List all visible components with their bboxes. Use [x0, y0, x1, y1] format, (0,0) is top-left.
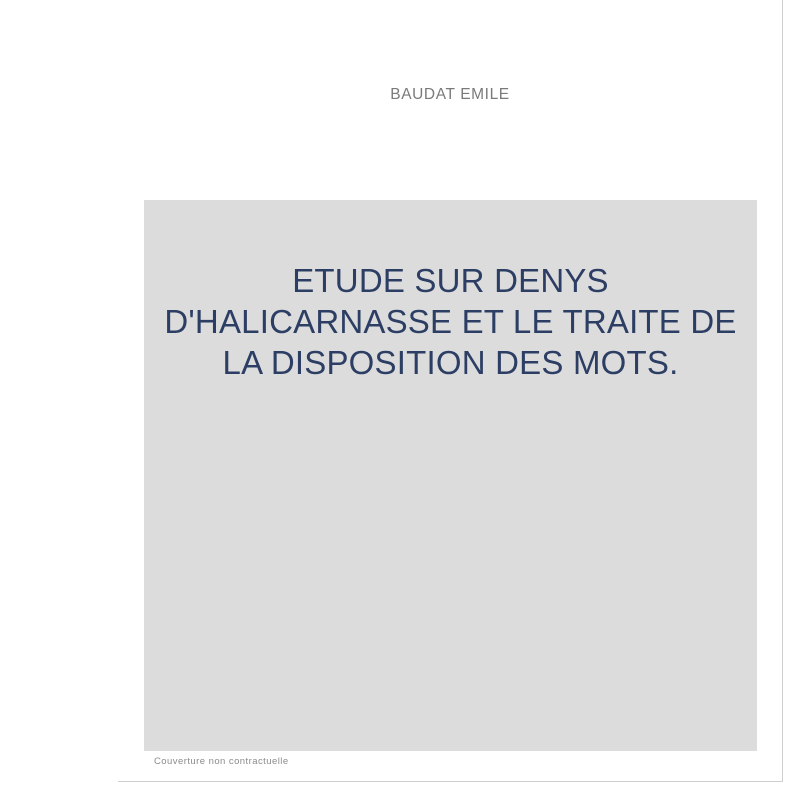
- cover-title-panel: [144, 200, 757, 751]
- cover-title: ETUDE SUR DENYS D'HALICARNASSE ET LE TRAITE DE LA DISPOSITION DES MOTS.: [164, 262, 737, 381]
- cover-disclaimer-note: Couverture non contractuelle: [154, 756, 289, 767]
- cover-author: BAUDAT EMILE: [390, 86, 510, 103]
- book-cover-sheet: [118, 0, 783, 782]
